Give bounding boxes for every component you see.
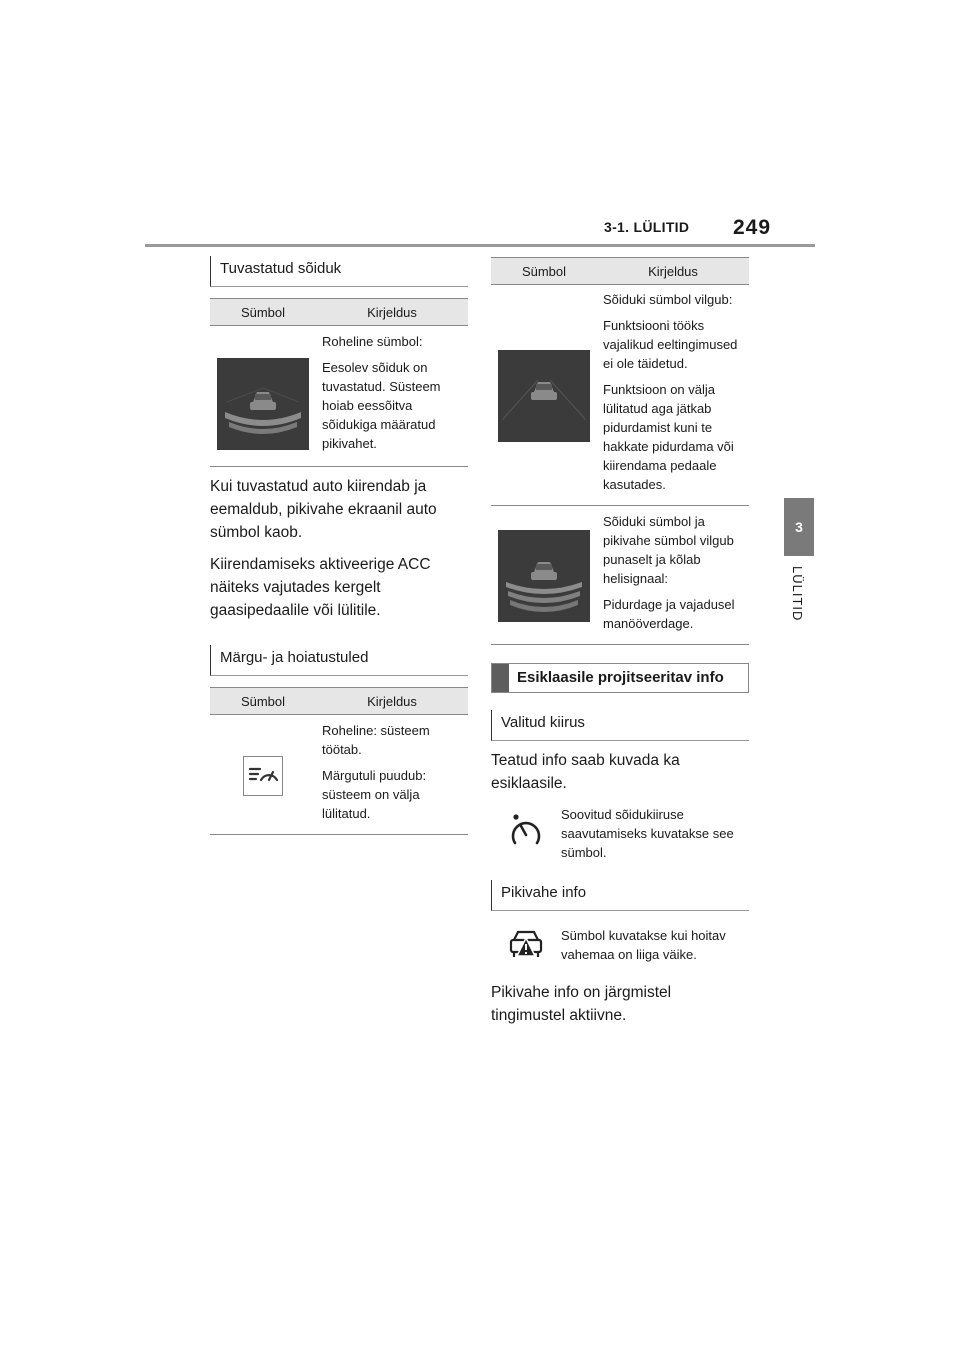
desc-line: Roheline sümbol: bbox=[322, 334, 423, 349]
paragraph: Kiirendamiseks aktiveerige ACC näiteks vajutades kergelt gaasipedaalile või lülitile. bbox=[210, 556, 431, 619]
speedometer-icon bbox=[508, 811, 544, 856]
desc-line: Eesolev sõiduk on tuvastatud. Süsteem hoiab eessõitva sõidukiga määratud pikivahet. bbox=[322, 360, 441, 451]
table-header bbox=[210, 298, 468, 326]
table-row bbox=[210, 715, 468, 834]
speed-symbol-row bbox=[491, 805, 749, 862]
desc-line: Sõiduki sümbol vilgub: bbox=[603, 292, 733, 307]
table-row bbox=[491, 506, 749, 644]
car-distance-display-icon bbox=[217, 358, 309, 450]
desc-line: Sõiduki sümbol ja pikivahe sümbol vilgub punaselt ja kõlab helisignaal: bbox=[603, 514, 734, 586]
section-title-detected-vehicle: Tuvastatud sõiduk bbox=[210, 256, 468, 287]
section-title-indicator-lights: Märgu- ja hoiatustuled bbox=[210, 645, 468, 676]
table-header bbox=[491, 257, 749, 285]
paragraph: Pikivahe info on järgmistel tingimustel aktiivne. bbox=[491, 984, 672, 1024]
section-title-selected-speed: Valitud kiirus bbox=[491, 710, 749, 741]
paragraph: Teatud info saab kuvada ka esiklaasile. bbox=[491, 752, 680, 792]
desc-line: Funktsiooni tööks vajalikud eeltingimused ei ole täidetud. bbox=[603, 318, 738, 371]
car-distance-warning-display-icon bbox=[498, 530, 590, 622]
col-description: Kirjeldus bbox=[367, 304, 417, 320]
table-bottom-rule bbox=[210, 834, 468, 835]
col-description: Kirjeldus bbox=[648, 263, 698, 279]
chapter-tab: 3 bbox=[784, 498, 814, 556]
table-row bbox=[491, 285, 749, 505]
desc-line: Funktsioon on välja lülitatud aga jätkab pidurdamist kuni te hakkate pidurdama või kiirendama pedaale kasutades. bbox=[603, 382, 734, 492]
section-title-hud bbox=[491, 663, 749, 693]
desc-line: Märgutuli puudub: süsteem on välja lülitatud. bbox=[322, 768, 427, 821]
col-symbol: Sümbol bbox=[240, 693, 286, 709]
table-bottom-rule bbox=[210, 466, 468, 467]
table-header bbox=[210, 687, 468, 715]
title-marker bbox=[492, 664, 509, 692]
desc-line: Roheline: süsteem töötab. bbox=[322, 723, 430, 757]
acc-indicator-icon bbox=[243, 756, 283, 796]
hud-title-text: Esiklaasile projitseeritav info bbox=[517, 669, 724, 686]
paragraph: Kui tuvastatud auto kiirendab ja eemaldub, pikivahe ekraanil auto sümbol kaob. bbox=[210, 478, 437, 541]
col-description: Kirjeldus bbox=[367, 693, 417, 709]
col-symbol: Sümbol bbox=[521, 263, 567, 279]
car-flashing-icon bbox=[498, 350, 590, 442]
header-rule bbox=[145, 244, 815, 247]
table-row bbox=[210, 326, 468, 466]
distance-symbol-row bbox=[491, 926, 749, 967]
desc-line: Pidurdage ja vajadusel manööverdage. bbox=[603, 597, 735, 631]
chapter-label: LÜLITID bbox=[790, 566, 805, 622]
distance-description: Sümbol kuvatakse kui hoitav vahemaa on liiga väike. bbox=[561, 928, 726, 962]
page-number: 249 bbox=[733, 216, 772, 239]
speed-description: Soovitud sõidukiiruse saavutamiseks kuvatakse see sümbol. bbox=[561, 807, 734, 860]
section-title-distance-info: Pikivahe info bbox=[491, 880, 749, 911]
right-column bbox=[491, 257, 749, 1036]
col-symbol: Sümbol bbox=[240, 304, 286, 320]
section-header: 3-1. LÜLITID bbox=[604, 219, 690, 235]
distance-warning-icon bbox=[506, 926, 546, 967]
left-column bbox=[210, 256, 468, 835]
